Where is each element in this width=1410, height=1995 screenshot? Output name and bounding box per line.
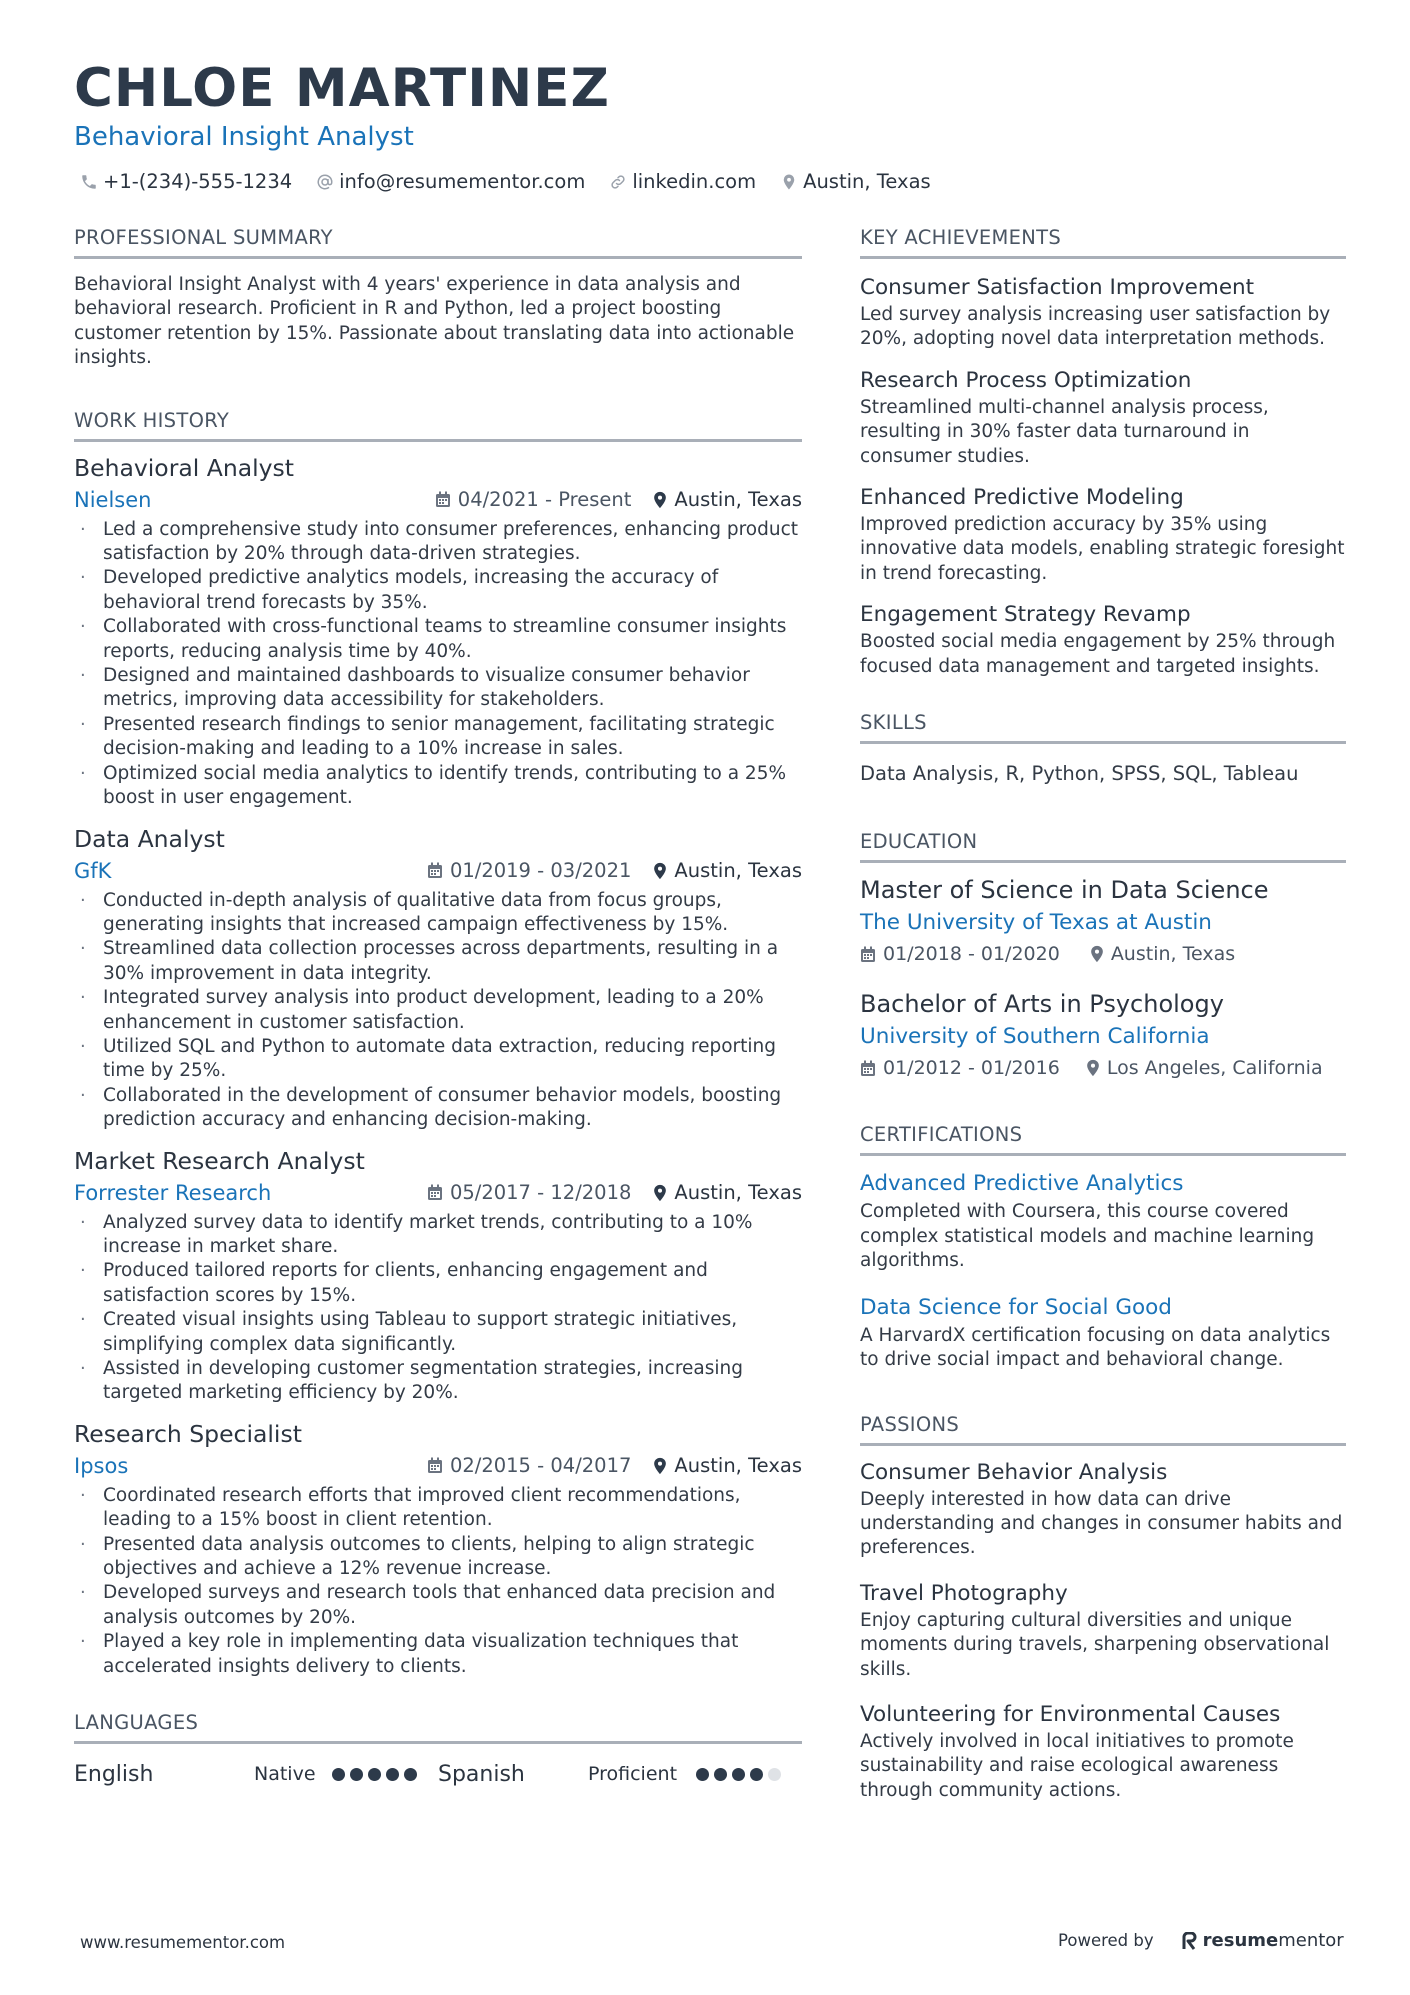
list-item: · Presented data analysis outcomes to clients, helping to align strategic objectives and achieve a 12% revenue increase. (74, 1533, 802, 1582)
job-bullets (74, 1484, 802, 1679)
job-location (653, 488, 802, 511)
achievement-text: Streamlined multi-channel analysis process, resulting in 30% faster data turnaround in consumer studies. (860, 396, 1269, 467)
certification-text: Completed with Coursera, this course covered complex statistical models and machine learning algorithms. (860, 1201, 1315, 1272)
job-title: Research Specialist (74, 1419, 302, 1448)
language-level: Proficient (588, 1763, 678, 1786)
calendar-icon (427, 1457, 443, 1474)
passion-item (860, 1579, 1346, 1682)
list-item: · Utilized SQL and Python to automate data extraction, reducing reporting time by 25%. (74, 1035, 802, 1084)
certification-text: A HarvardX certification focusing on data analytics to drive social impact and behavioral change. (860, 1324, 1331, 1371)
job-meta (74, 1177, 802, 1209)
map-pin-icon (653, 491, 667, 509)
left-column (74, 226, 802, 1794)
email-text[interactable]: info@resumementor.com (339, 170, 586, 193)
passion-item (860, 1700, 1346, 1803)
right-column (860, 226, 1346, 1817)
language-name: Spanish (438, 1761, 525, 1787)
rating-dot-filled (368, 1768, 381, 1781)
job-location (653, 1181, 802, 1204)
job-company: Ipsos (74, 1453, 129, 1478)
rating-dot-filled (750, 1768, 763, 1781)
job-meta (74, 484, 802, 516)
footer-website[interactable]: www.resumementor.com (80, 1933, 286, 1952)
work-heading: WORK HISTORY (74, 409, 802, 442)
job-dates (427, 1454, 631, 1477)
calendar-icon (427, 1184, 443, 1201)
job-dates-text: 05/2017 - 12/2018 (449, 1181, 632, 1205)
rating-dot-filled (714, 1768, 727, 1781)
map-pin-icon (1086, 1059, 1100, 1077)
calendar-icon (860, 1060, 876, 1077)
skills-heading: SKILLS (860, 711, 1346, 744)
calendar-icon (860, 946, 876, 963)
achievement-text: Improved prediction accuracy by 35% using innovative data models, enabling strategic foresight in trend forecasting. (860, 514, 1345, 584)
phone-icon (80, 173, 98, 191)
list-item: · Analyzed survey data to identify market trends, contributing to a 10% increase in market share. (74, 1211, 802, 1260)
list-item: · Led a comprehensive study into consumer preferences, enhancing product satisfaction by 20% through data-driven strategies. (74, 518, 802, 567)
job-meta (74, 855, 802, 887)
list-item: · Produced tailored reports for clients, enhancing engagement and satisfaction scores by 15%. (74, 1259, 802, 1308)
job-location-text: Austin, Texas (674, 859, 802, 882)
achievement-item (860, 366, 1346, 469)
at-icon (316, 173, 334, 191)
languages-section (74, 1711, 802, 1794)
contact-phone (80, 170, 292, 193)
education-meta (860, 939, 1346, 969)
map-pin-icon (653, 1457, 667, 1475)
achievement-title: Consumer Satisfaction Improvement (860, 275, 1255, 300)
certification-item (860, 1168, 1346, 1273)
rating-dot-filled (696, 1768, 709, 1781)
education-location (1086, 1057, 1323, 1079)
achievements-heading: KEY ACHIEVEMENTS (860, 226, 1346, 259)
achievement-title: Research Process Optimization (860, 367, 1192, 393)
passions-heading: PASSIONS (860, 1413, 1346, 1446)
skills-text: Data Analysis, R, Python, SPSS, SQL, Tableau (860, 762, 1299, 786)
education-item (860, 987, 1346, 1083)
list-item: · Assisted in developing customer segmentation strategies, increasing targeted marketing efficiency by 20%. (74, 1357, 802, 1406)
list-item: · Played a key role in implementing data visualization techniques that accelerated insights delivery to clients. (74, 1630, 802, 1679)
location-text: Austin, Texas (803, 170, 931, 193)
work-section (74, 409, 802, 1679)
job-entry (74, 452, 802, 811)
summary-text: Behavioral Insight Analyst with 4 years' experience in data analysis and behavioral research. Proficient in R and Python, led a project boosting customer retention by 15%. Passionate about translating data into actionable insights. (74, 274, 795, 369)
job-entry (74, 1418, 802, 1679)
education-location (1090, 943, 1235, 965)
education-dates (860, 943, 1060, 965)
job-meta (74, 1450, 802, 1482)
education-location-text: Los Angeles, California (1106, 1057, 1323, 1080)
job-entry (74, 1145, 802, 1406)
achievement-title: Engagement Strategy Revamp (860, 602, 1191, 628)
calendar-icon (427, 862, 443, 879)
list-item: · Integrated survey analysis into product development, leading to a 20% enhancement in customer satisfaction. (74, 986, 802, 1035)
achievement-text: Led survey analysis increasing user satisfaction by 20%, adopting novel data interpretation methods. (860, 304, 1331, 350)
education-school: University of Southern California (860, 1024, 1210, 1050)
education-dates-text: 01/2012 - 01/2016 (883, 1057, 1060, 1080)
education-degree: Master of Science in Data Science (860, 876, 1269, 905)
list-item: · Collaborated in the development of consumer behavior models, boosting prediction accuracy and enhancing decision-making. (74, 1084, 802, 1133)
job-location (653, 1454, 802, 1477)
rating-dot-filled (404, 1768, 417, 1781)
candidate-title: Behavioral Insight Analyst (74, 122, 414, 152)
brand-logo[interactable] (1182, 1930, 1344, 1951)
rating-dot-filled (732, 1768, 745, 1781)
achievement-title: Enhanced Predictive Modeling (860, 485, 1184, 511)
job-bullets (74, 889, 802, 1133)
achievement-item (860, 600, 1346, 679)
job-title: Market Research Analyst (74, 1146, 365, 1175)
list-item: · Developed surveys and research tools that enhanced data precision and analysis outcomes by 20%. (74, 1581, 802, 1630)
job-dates-text: 02/2015 - 04/2017 (449, 1454, 632, 1478)
brand-bold: resume (1202, 1930, 1279, 1951)
job-bullets (74, 1211, 802, 1406)
passion-text: Enjoy capturing cultural diversities and unique moments during travels, sharpening observational skills. (860, 1609, 1330, 1680)
education-dates-text: 01/2018 - 01/2020 (883, 943, 1060, 966)
education-heading: EDUCATION (860, 830, 1346, 863)
resumementor-logo-icon (1182, 1932, 1198, 1950)
list-item: · Coordinated research efforts that improved client recommendations, leading to a 15% boost in client retention. (74, 1484, 802, 1533)
list-item: · Presented research findings to senior management, facilitating strategic decision-making and leading to a 10% increase in sales. (74, 713, 802, 762)
job-dates-text: 01/2019 - 03/2021 (449, 859, 632, 882)
language-name: English (74, 1761, 154, 1787)
linkedin-text[interactable]: linkedin.com (632, 170, 757, 193)
calendar-icon (435, 491, 451, 508)
map-pin-icon (780, 173, 798, 191)
candidate-name: CHLOE MARTINEZ (74, 58, 610, 119)
languages-list (74, 1754, 802, 1794)
list-item: · Conducted in-depth analysis of qualitative data from focus groups, generating insights that increased campaign effectiveness by 15%. (74, 889, 802, 938)
job-company: GfK (74, 858, 112, 883)
job-bullets (74, 518, 802, 811)
list-item: · Collaborated with cross-functional teams to streamline consumer insights reports, reducing analysis time by 40%. (74, 615, 802, 664)
education-section (860, 830, 1346, 1083)
contact-location (780, 170, 931, 193)
language-level: Native (254, 1763, 316, 1786)
job-location-text: Austin, Texas (674, 1181, 802, 1205)
link-icon (609, 173, 627, 191)
job-title: Data Analyst (74, 824, 225, 853)
contact-linkedin[interactable] (609, 170, 756, 193)
contact-email[interactable] (316, 170, 585, 193)
summary-heading: PROFESSIONAL SUMMARY (74, 226, 802, 259)
rating-dot-empty (768, 1768, 781, 1781)
contact-bar (80, 170, 931, 193)
achievement-item (860, 273, 1346, 352)
job-company: Forrester Research (74, 1180, 272, 1205)
education-location-text: Austin, Texas (1110, 943, 1236, 966)
passion-title: Volunteering for Environmental Causes (860, 1701, 1281, 1727)
job-title: Behavioral Analyst (74, 453, 295, 482)
education-degree: Bachelor of Arts in Psychology (860, 990, 1224, 1019)
footer-powered (1058, 1930, 1344, 1951)
passions-section (860, 1413, 1346, 1804)
passion-title: Travel Photography (860, 1580, 1068, 1606)
job-dates (427, 859, 631, 882)
certifications-section (860, 1123, 1346, 1372)
list-item: · Designed and maintained dashboards to visualize consumer behavior metrics, improving data accessibility for stakeholders. (74, 664, 802, 713)
job-dates-text: 04/2021 - Present (457, 488, 632, 512)
language-item (74, 1762, 438, 1787)
list-item: · Streamlined data collection processes across departments, resulting in a 30% improvement in data integrity. (74, 937, 802, 986)
job-location-text: Austin, Texas (674, 1454, 802, 1478)
summary-section (74, 226, 802, 371)
passion-text: Deeply interested in how data can drive understanding and changes in consumer habits and preferences. (860, 1488, 1343, 1559)
certification-title: Data Science for Social Good (860, 1294, 1172, 1320)
achievements-section (860, 226, 1346, 679)
language-rating (332, 1768, 417, 1781)
language-rating (696, 1768, 781, 1781)
languages-heading: LANGUAGES (74, 1711, 802, 1744)
language-item (438, 1762, 802, 1787)
achievement-item (860, 483, 1346, 586)
job-entry (74, 823, 802, 1133)
phone-text: +1-(234)-555-1234 (103, 170, 293, 193)
achievement-text: Boosted social media engagement by 25% through focused data management and targeted insights. (860, 631, 1336, 677)
rating-dot-filled (332, 1768, 345, 1781)
job-dates (435, 488, 632, 511)
list-item: · Developed predictive analytics models, increasing the accuracy of behavioral trend forecasts by 35%. (74, 566, 802, 615)
map-pin-icon (653, 862, 667, 880)
passion-text: Actively involved in local initiatives to promote sustainability and raise ecological awareness through community actions. (860, 1730, 1294, 1801)
list-item: · Optimized social media analytics to identify trends, contributing to a 25% boost in user engagement. (74, 762, 802, 811)
certification-item (860, 1292, 1346, 1373)
skills-section (860, 711, 1346, 786)
map-pin-icon (1090, 945, 1104, 963)
job-company: Nielsen (74, 487, 152, 512)
passion-title: Consumer Behavior Analysis (860, 1459, 1168, 1485)
education-meta (860, 1053, 1346, 1083)
job-location-text: Austin, Texas (674, 488, 802, 512)
list-item: · Created visual insights using Tableau to support strategic initiatives, simplifying complex data significantly. (74, 1308, 802, 1357)
education-item (860, 873, 1346, 969)
certification-title: Advanced Predictive Analytics (860, 1171, 1184, 1197)
job-dates (427, 1181, 631, 1204)
education-school: The University of Texas at Austin (860, 910, 1212, 936)
powered-by-text: Powered by (1058, 1931, 1154, 1950)
certifications-heading: CERTIFICATIONS (860, 1123, 1346, 1156)
brand-thin: mentor (1278, 1930, 1344, 1951)
rating-dot-filled (386, 1768, 399, 1781)
map-pin-icon (653, 1184, 667, 1202)
job-location (653, 859, 802, 882)
passion-item (860, 1458, 1346, 1561)
education-dates (860, 1057, 1060, 1079)
rating-dot-filled (350, 1768, 363, 1781)
